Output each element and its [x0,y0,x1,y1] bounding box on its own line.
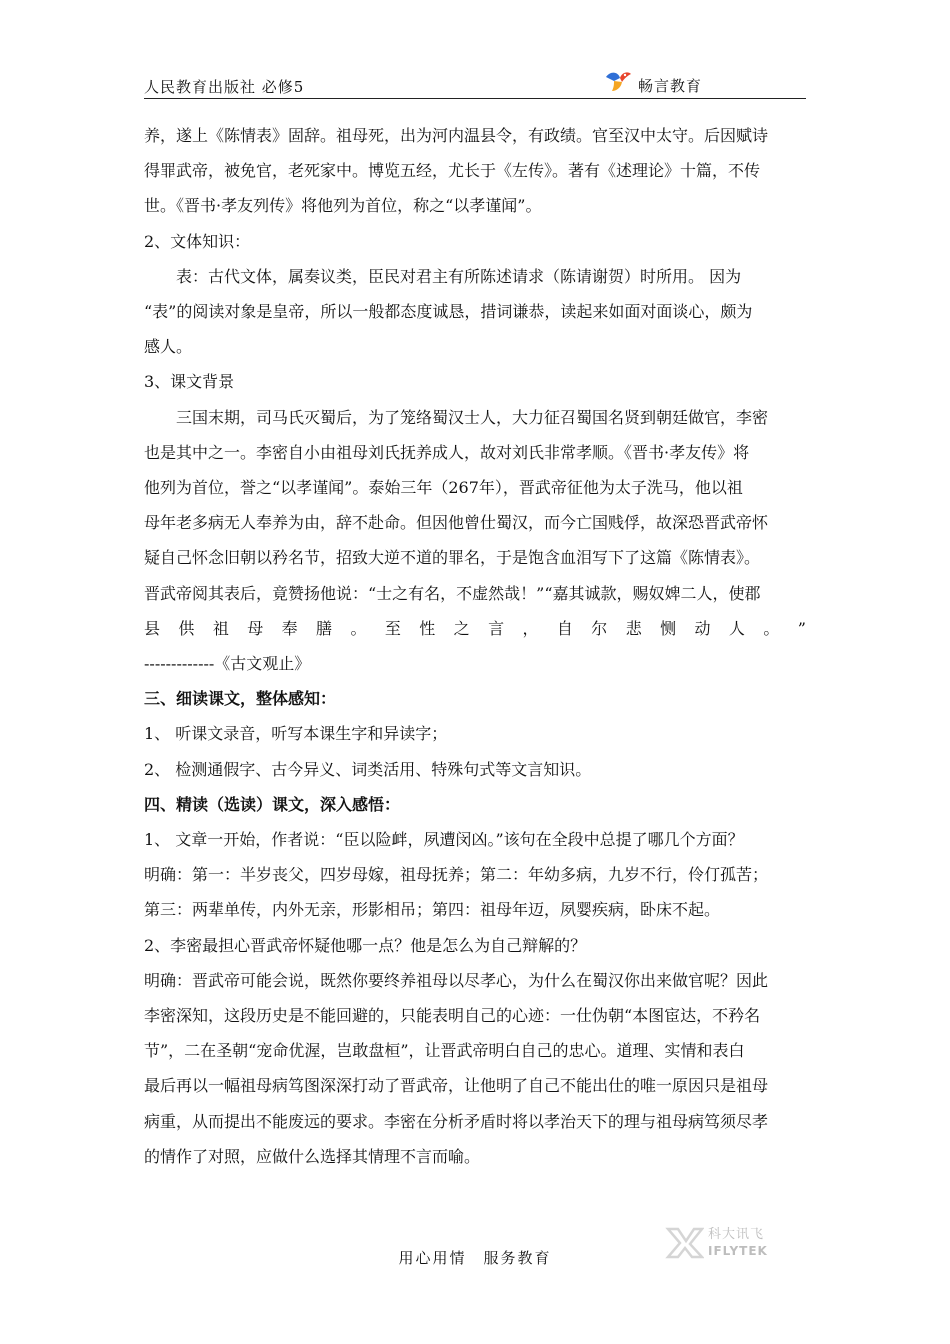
spread-char: ” [797,618,806,638]
background-line: 晋武帝阅其表后，竟赞扬他说：“士之有名，不虚然哉！”“嘉其诚款，赐奴婢二人，使郡 [144,583,761,603]
spread-char: 人 [728,618,745,638]
section3-heading: 三、细读课文，整体感知： [144,689,337,709]
spread-char: 供 [178,618,195,638]
brand-block [604,66,702,96]
question2-line: 病重，从而提出不能废远的要求。李密在分析矛盾时将以孝治天下的理与祖母病笃须尽孝 [144,1111,769,1131]
spread-char: 言 [488,618,505,638]
genre-line: “表”的阅读对象是皇帝，所以一般都态度诚恳，措词谦恭，读起来如面对面谈心，颇为 [144,302,753,322]
spread-char: 自 [556,618,573,638]
genre-line: 表：古代文体，属奏议类，臣民对君主有所陈述请求（陈请谢贺）时所用。 因为 [176,266,742,286]
spread-line [144,611,806,646]
spread-char: 。 [763,618,780,638]
question2-line: 李密深知，这段历史是不能回避的，只能表明自己的心迹：一仕伪朝“本图宦达，不矜名 [144,1006,761,1026]
document-body [144,118,806,1174]
watermark-cn: 科大讯飞 [708,1227,765,1242]
question1-line: 1、 文章一开始，作者说：“臣以险衅，夙遭闵凶。”该句在全段中总提了哪几个方面？ [144,830,744,850]
section3-item: 1、 听课文录音，听写本课生字和异读字； [144,724,448,744]
spread-char: 恻 [660,618,677,638]
question2-line: 的情作了对照，应做什么选择其情理不言而喻。 [144,1146,481,1166]
spread-char: 性 [419,618,436,638]
source-line: -------------《古文观止》 [144,654,311,674]
background-line: 也是其中之一。李密自小由祖母刘氏抚养成人，故对刘氏非常孝顺。《晋书·孝友传》将 [144,442,750,462]
genre-line: 感人。 [144,337,193,357]
publisher-label: 人民教育出版社 必修5 [144,78,305,96]
spread-char: 膳 [316,618,333,638]
spread-char: 悲 [625,618,642,638]
background-heading: 3、课文背景 [144,372,235,392]
question2-line: 明确：晋武帝可能会说，既然你要终养祖母以尽孝心，为什么在蜀汉你出来做官呢？因此 [144,970,769,990]
background-line: 母年老多病无人奉养为由，辞不赴命。但因他曾仕蜀汉，而今亡国贱俘，故深恐晋武帝怀 [144,513,769,533]
spread-char: 。 [350,618,367,638]
spread-char: 至 [384,618,401,638]
intro-line: 养，遂上《陈情表》固辞。祖母死，出为河内温县令，有政绩。官至汉中太守。后因赋诗 [144,126,769,145]
page-header [144,66,806,99]
background-line: 三国末期，司马氏灭蜀后，为了笼络蜀汉士人，大力征召蜀国名贤到朝廷做官，李密 [176,407,769,427]
intro-line: 得罪武帝，被免官，老死家中。博览五经，尤长于《左传》。著有《述理论》十篇，不传 [144,161,761,181]
section4-heading: 四、精读（选读）课文，深入感悟： [144,794,401,814]
watermark-en: IFLYTEK [708,1244,768,1258]
spread-char: 祖 [212,618,229,638]
spread-char: 奉 [281,618,298,638]
spread-char: 县 [144,618,161,638]
brand-name: 畅言教育 [638,76,703,95]
genre-heading: 2、文体知识： [144,231,251,251]
question1-line: 明确：第一：半岁丧父，四岁母嫁，祖母抚养；第二：年幼多病，九岁不行，伶仃孤苦； [144,865,769,885]
spread-char: 动 [694,618,711,638]
bird-logo-icon [604,69,632,93]
background-line: 疑自己怀念旧朝以矜名节，招致大逆不道的罪名，于是饱含血泪写下了这篇《陈情表》。 [144,548,761,568]
question2-line: 节”，二在圣朝“宠命优渥，岂敢盘桓”，让晋武帝明白自己的忠心。道理、实情和表白 [144,1041,745,1061]
footer-slogan: 用心用情 服务教育 [398,1249,552,1267]
spread-char: ， [522,618,539,638]
background-line: 他列为首位，誉之“以孝谨闻”。泰始三年（267年），晋武帝征他为太子洗马，他以祖 [144,478,743,498]
question2-line: 最后再以一幅祖母病笃图深深打动了晋武帝，让他明了自己不能出仕的唯一原因只是祖母 [144,1076,769,1096]
spread-char: 母 [247,618,264,638]
question1-line: 第三：两辈单传，内外无亲，形影相吊；第四：祖母年迈，夙婴疾病，卧床不起。 [144,900,721,920]
spread-char: 尔 [591,618,608,638]
spread-char: 之 [453,618,470,638]
section3-item: 2、 检测通假字、古今异义、词类活用、特殊句式等文言知识。 [144,759,592,779]
question2-line: 2、李密最担心晋武帝怀疑他哪一点？他是怎么为自己辩解的？ [144,935,587,955]
intro-line: 世。《晋书·孝友列传》将他列为首位，称之“以孝谨闻”。 [144,196,542,216]
